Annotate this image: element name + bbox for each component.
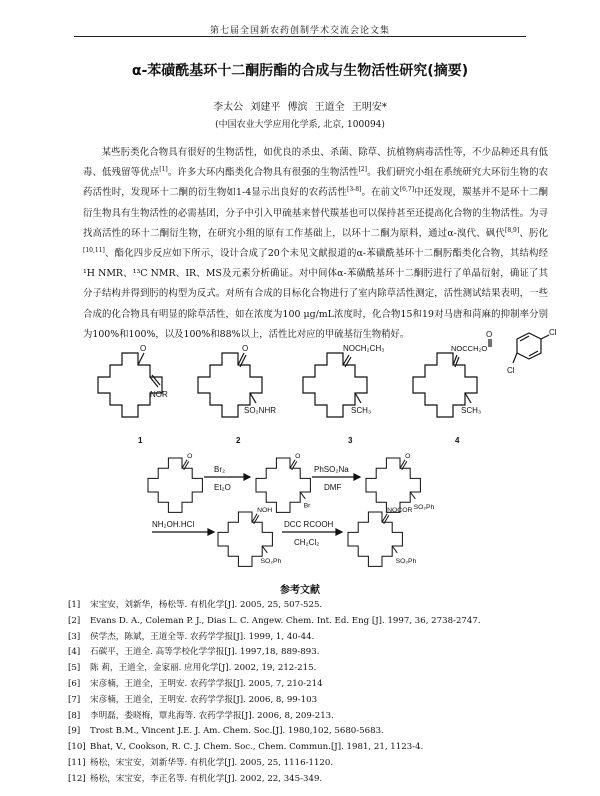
reference-number: [9] [68,726,81,737]
abstract-text: 。我们研究小组在系统研究大环衍生物的农药活性时，发现环十二酮的衍生物如1-4显示出良好的农药活性 [83,167,548,199]
reference-item [68,740,548,756]
reference-text: 杨松，宋宝安，李正名等. 有机化学[J]. 2002, 22, 345-349. [90,773,323,784]
reference-number: [5] [68,663,81,674]
paper-title: α-苯磺酰基环十二酮肟酯的合成与生物活性研究(摘要) [131,63,469,79]
reference-text: Trost B.M., Vincent J.E. J. Am. Chem. Soc.[J]. 1980,102, 5680-5683. [90,726,384,737]
reference-number: [2] [68,615,81,626]
compound-2-label: 2 [236,436,241,445]
compound-2-sub-1: SO₂NHR [244,406,276,415]
reference-number: [8] [68,710,81,721]
abstract-text: 、酯化四步反应如下所示，设计合成了20个未见文献报道的α-苯磺酰基环十二酮肟酯类化合物，其结构经 ¹H NMR、¹³C NMR、IR、MS及元素分析确证。对中间体α-苯磺酰基环十二酮肟进行了单晶衍射，确证了其分子结构并得到肟的构型为反式。对所有合成的目标化合物进行了室内除草活性测定，活性测试结果表明，一些合成的化合物具有明显的除草活性，如在浓度为100 μg/mL浓度时，化合物15和19对马唐和苘麻的抑制率分别为100%和100%，以及100%和88%以上，活性比对应的甲硫基衍生物稍好。 [83,248,548,340]
abstract-text: 。在前文 [361,187,400,199]
reference-item [68,693,548,709]
compound-3-label: 3 [348,436,353,445]
compound-1-sub-0: O [140,344,147,353]
reference-item [68,661,548,677]
author-list: 李太公 刘建平 傅滨 王道全 王明安* [213,102,387,113]
intermediate-2-structure [256,453,311,512]
reference-item [68,677,548,693]
reference-text: Bhat, V., Cookson, R. C. J. Chem. Soc., Chem. Commun.[J]. 1981, 21, 1123-4. [90,742,424,753]
abstract-text: 。许多大环内酯类化合物具有很强的生物活性 [167,167,359,179]
citation-superscript: [8,9] [504,226,520,234]
intermediate-3-sub-1: SO₂Ph [413,504,435,511]
affiliation: (中国农业大学应用化学系, 北京, 100094) [215,120,385,130]
intermediate-3-structure [366,453,435,512]
compound-4-sub-3: Cl [507,366,515,375]
reference-item [68,724,548,740]
reference-number: [1] [68,600,81,610]
compound-2-structure [198,344,276,417]
reference-number: [3] [68,631,81,642]
running-header: 第七届全国新农药创制学术交流会论文集 [209,26,390,36]
step-4-solvent: CH₂Cl₂ [294,538,320,547]
abstract-text: 中还发现，羰基并不是环十二酮衍生物具有生物活性的必需基团，分子中引入甲硫基来替代羰基也可以保持甚至还提高化合物的生物活性。为寻找高活性的环十二酮衍生物，在研究小组的原有工作基础上，以环十二酮为原料，通过α-溴代、砜代 [83,187,548,239]
reference-item [68,709,548,725]
intermediate-3-sub-0: O [405,453,411,460]
reference-number: [4] [68,647,81,658]
step-3-reagent: NH₂OH.HCl [152,520,195,529]
reference-number: [6] [68,678,81,689]
reference-item [68,756,548,772]
step-2-solvent: DMF [324,483,342,492]
compound-1-label: 1 [138,436,143,445]
reference-item [68,645,548,661]
compound-4-structure [413,328,557,417]
reference-text: 陈 莉，王道全，金家丽. 应用化学[J]. 2002, 19, 212-215. [90,663,317,674]
compound-3-sub-1: SCH₃ [351,406,372,415]
reference-text: 宋彦楠，王道全，王明安. 农药学学报[J]. 2006, 8, 99-103 [90,694,318,705]
reference-item [68,614,548,630]
product-sub-0: NOCOR [387,507,413,514]
intermediate-2-sub-1: Br [303,502,311,510]
intermediate-4-sub-0: NOH [257,507,273,514]
reference-list [68,598,548,788]
reference-item [68,630,548,646]
intermediate-1-structure [148,453,202,512]
reference-number: [10] [68,742,86,753]
compound-4-label: 4 [455,436,460,445]
reference-number: [7] [68,694,81,705]
reference-text: 李明磊，娄晓梅，覃兆海等. 农药学学报[J]. 2006, 8, 209-213. [90,710,334,721]
reference-number: [12] [68,773,86,784]
compound-4-sub-1: O [486,330,493,339]
compound-3-sub-0: NOCH₂CH₃ [343,344,385,353]
product-sub-1: SO₂Ph [395,558,417,565]
citation-superscript: [3-8] [347,186,362,194]
citation-superscript: [10,11] [83,246,105,254]
intermediate-4-structure [218,507,281,566]
compound-3-structure [303,344,384,417]
reference-text: 宋彦楠，王道全，王明安. 农药学学报[J]. 2005, 7, 210-214 [90,678,323,689]
product-structure [348,507,417,566]
step-2-reagent: PhSO₂Na [314,465,349,474]
compound-4-sub-2: Cl [549,328,557,337]
compound-1-structure [98,344,168,417]
compound-4-sub-0: NOCCH₂O [451,344,488,353]
reference-item [68,772,548,788]
intermediate-2-sub-0: O [295,453,301,460]
intermediate-1-sub-0: O [187,453,193,460]
citation-superscript: [6,7] [399,186,415,194]
step-1-reagent: Br₂ [214,465,226,474]
step-1-solvent: Et₂O [214,483,231,492]
abstract-text: 、肟化 [519,227,548,239]
compound-1-sub-1: NOR [150,390,168,399]
reference-text: 石碳平，王道全. 高等学校化学学报[J]. 1997,18, 889-893. [90,647,320,658]
step-4-reagent: DCC RCOOH [284,520,334,529]
compound-4-sub-4: SCH₃ [461,406,482,415]
reference-text: 杨松，宋宝安，刘新华等. 有机化学[J]. 2005, 25, 1116-1120. [90,757,334,768]
reference-number: [11] [68,757,86,768]
reference-text: Evans D. A., Coleman P. J., Dias L. C. Angew. Chem. Int. Ed. Eng [J]. 1997, 36, 2738-2747. [90,615,481,626]
intermediate-4-sub-1: SO₂Ph [260,558,282,565]
reference-item [68,598,548,614]
citation-superscript: [2] [358,166,367,174]
compound-2-sub-0: O [242,344,249,353]
abstract-text: 某些肟类化合物具有很好的生物活性，如优良的杀虫、杀菌、除草、抗植物病毒活性等，不少品种还具有低毒、低残留等优点 [83,147,548,179]
references-heading: 参考文献 [280,585,320,596]
reference-text: 宋宝安，刘新华，杨松等. 有机化学[J]. 2005, 25, 507-525. [90,600,323,610]
reference-text: 侯学杰，陈斌，王道全等. 农药学学报[J]. 1999, 1, 40-44. [90,631,315,642]
citation-superscript: [1] [159,166,168,174]
